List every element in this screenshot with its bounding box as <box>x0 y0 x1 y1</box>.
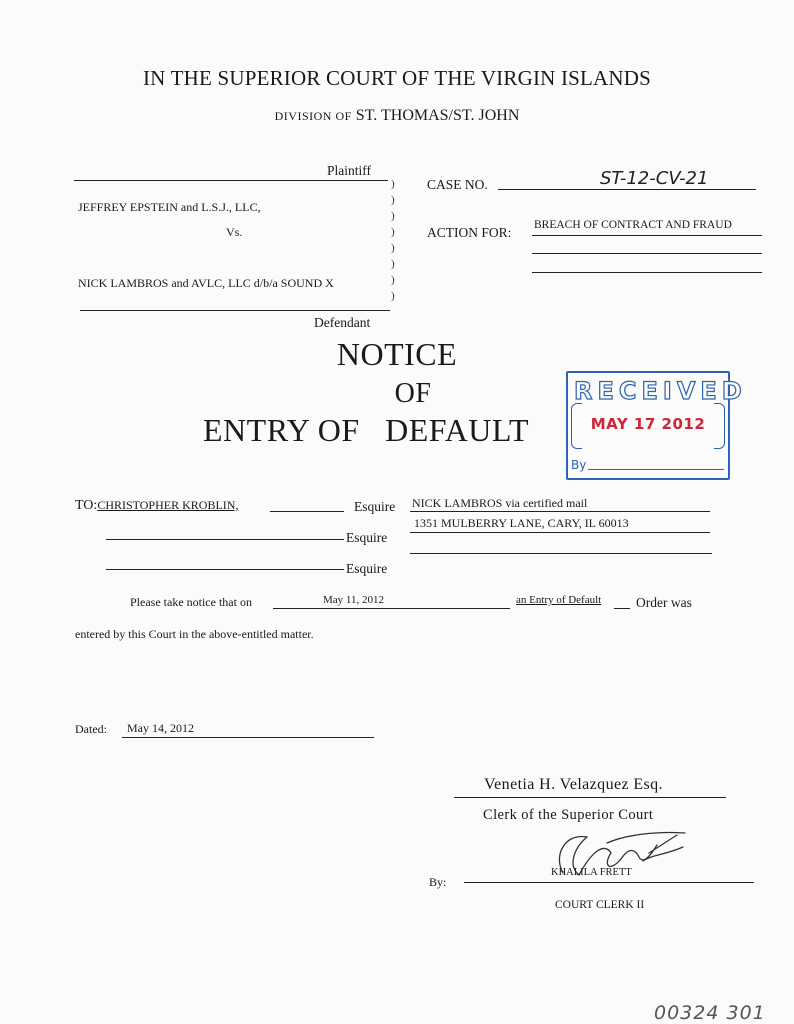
defendant-label: Defendant <box>314 315 371 330</box>
signer-name: KHALILA FRETT <box>551 867 632 878</box>
caption-bracket: ) <box>391 290 395 302</box>
defendant-name: NICK LAMBROS and AVLC, LLC d/b/a SOUND X <box>78 276 334 290</box>
dated-rule <box>122 737 374 738</box>
addressee-rule-1 <box>270 511 344 512</box>
dated-value: May 14, 2012 <box>127 721 194 735</box>
title-notice: NOTICE <box>336 336 458 372</box>
division-line <box>0 107 794 125</box>
right-rule-1 <box>410 511 710 512</box>
signer-title: COURT CLERK II <box>555 899 645 911</box>
notice-line-2: entered by this Court in the above-entitled matter. <box>75 627 314 641</box>
esquire-2: Esquire <box>346 530 388 545</box>
action-rule-3 <box>532 272 762 273</box>
right-rule-3 <box>410 553 712 554</box>
caption-bracket: ) <box>391 242 395 254</box>
title-of: OF <box>394 378 432 409</box>
case-no-value: ST-12-CV-21 <box>600 168 709 189</box>
court-title: IN THE SUPERIOR COURT OF THE VIRGIN ISLANDS <box>142 66 652 90</box>
action-rule-2 <box>532 253 762 254</box>
caption-bracket: ) <box>391 274 395 286</box>
to-block <box>75 497 238 514</box>
plaintiff-name: JEFFREY EPSTEIN and L.S.J., LLC, <box>78 200 261 214</box>
clerk-name-rule <box>454 797 726 798</box>
clerk-title: Clerk of the Superior Court <box>483 807 654 823</box>
clerk-name: Venetia H. Velazquez Esq. <box>484 776 663 793</box>
addressee-rule-2 <box>106 539 344 540</box>
caption-bracket: ) <box>391 194 395 206</box>
by-label: By: <box>429 875 447 889</box>
right-rule-2 <box>410 532 710 533</box>
esquire-3: Esquire <box>346 561 388 576</box>
caption-bracket: ) <box>391 178 395 190</box>
caption-bracket: ) <box>391 226 395 238</box>
versus-text: Vs. <box>226 225 243 239</box>
esquire-1: Esquire <box>354 499 396 514</box>
received-stamp <box>566 371 747 480</box>
caption-bracket: ) <box>391 258 395 270</box>
stamp-received-text: RECEIVED <box>574 377 747 405</box>
addressee-right-name: NICK LAMBROS via certified mail <box>412 496 588 510</box>
case-no-rule <box>498 189 756 190</box>
title-entry-of-default: ENTRY OF DEFAULT <box>203 412 530 448</box>
dated-label: Dated: <box>75 722 107 736</box>
notice-date-rule <box>273 608 510 609</box>
caption-bracket: ) <box>391 210 395 222</box>
addressee-rule-3 <box>106 569 344 570</box>
notice-suffix: Order was <box>636 595 692 610</box>
plaintiff-rule <box>74 180 388 181</box>
division-name: ST. THOMAS/ST. JOHN <box>355 107 520 124</box>
stamp-by-label: By <box>571 458 587 472</box>
stamp-date: MAY 17 2012 <box>590 415 706 433</box>
case-no-label: CASE NO. <box>427 177 488 192</box>
addressee-name: CHRISTOPHER KROBLIN, <box>97 498 239 512</box>
action-rule-1 <box>532 235 762 236</box>
action-for-value: BREACH OF CONTRACT AND FRAUD <box>534 219 732 231</box>
addressee-right-address: 1351 MULBERRY LANE, CARY, IL 60013 <box>414 516 629 530</box>
stamp-by-line <box>588 469 724 470</box>
page-mark: 00324 301 <box>654 1002 766 1024</box>
defendant-rule <box>80 310 390 311</box>
action-for-label: ACTION FOR: <box>427 225 512 240</box>
plaintiff-label: Plaintiff <box>327 163 372 178</box>
notice-date: May 11, 2012 <box>323 594 385 606</box>
notice-prefix: Please take notice that on <box>130 595 252 609</box>
notice-order-rule <box>614 608 630 609</box>
division-prefix: DIVISION OF <box>274 109 352 123</box>
notice-order-type: an Entry of Default <box>516 594 602 606</box>
to-label: TO: <box>75 498 98 513</box>
signature-rule <box>464 882 754 883</box>
